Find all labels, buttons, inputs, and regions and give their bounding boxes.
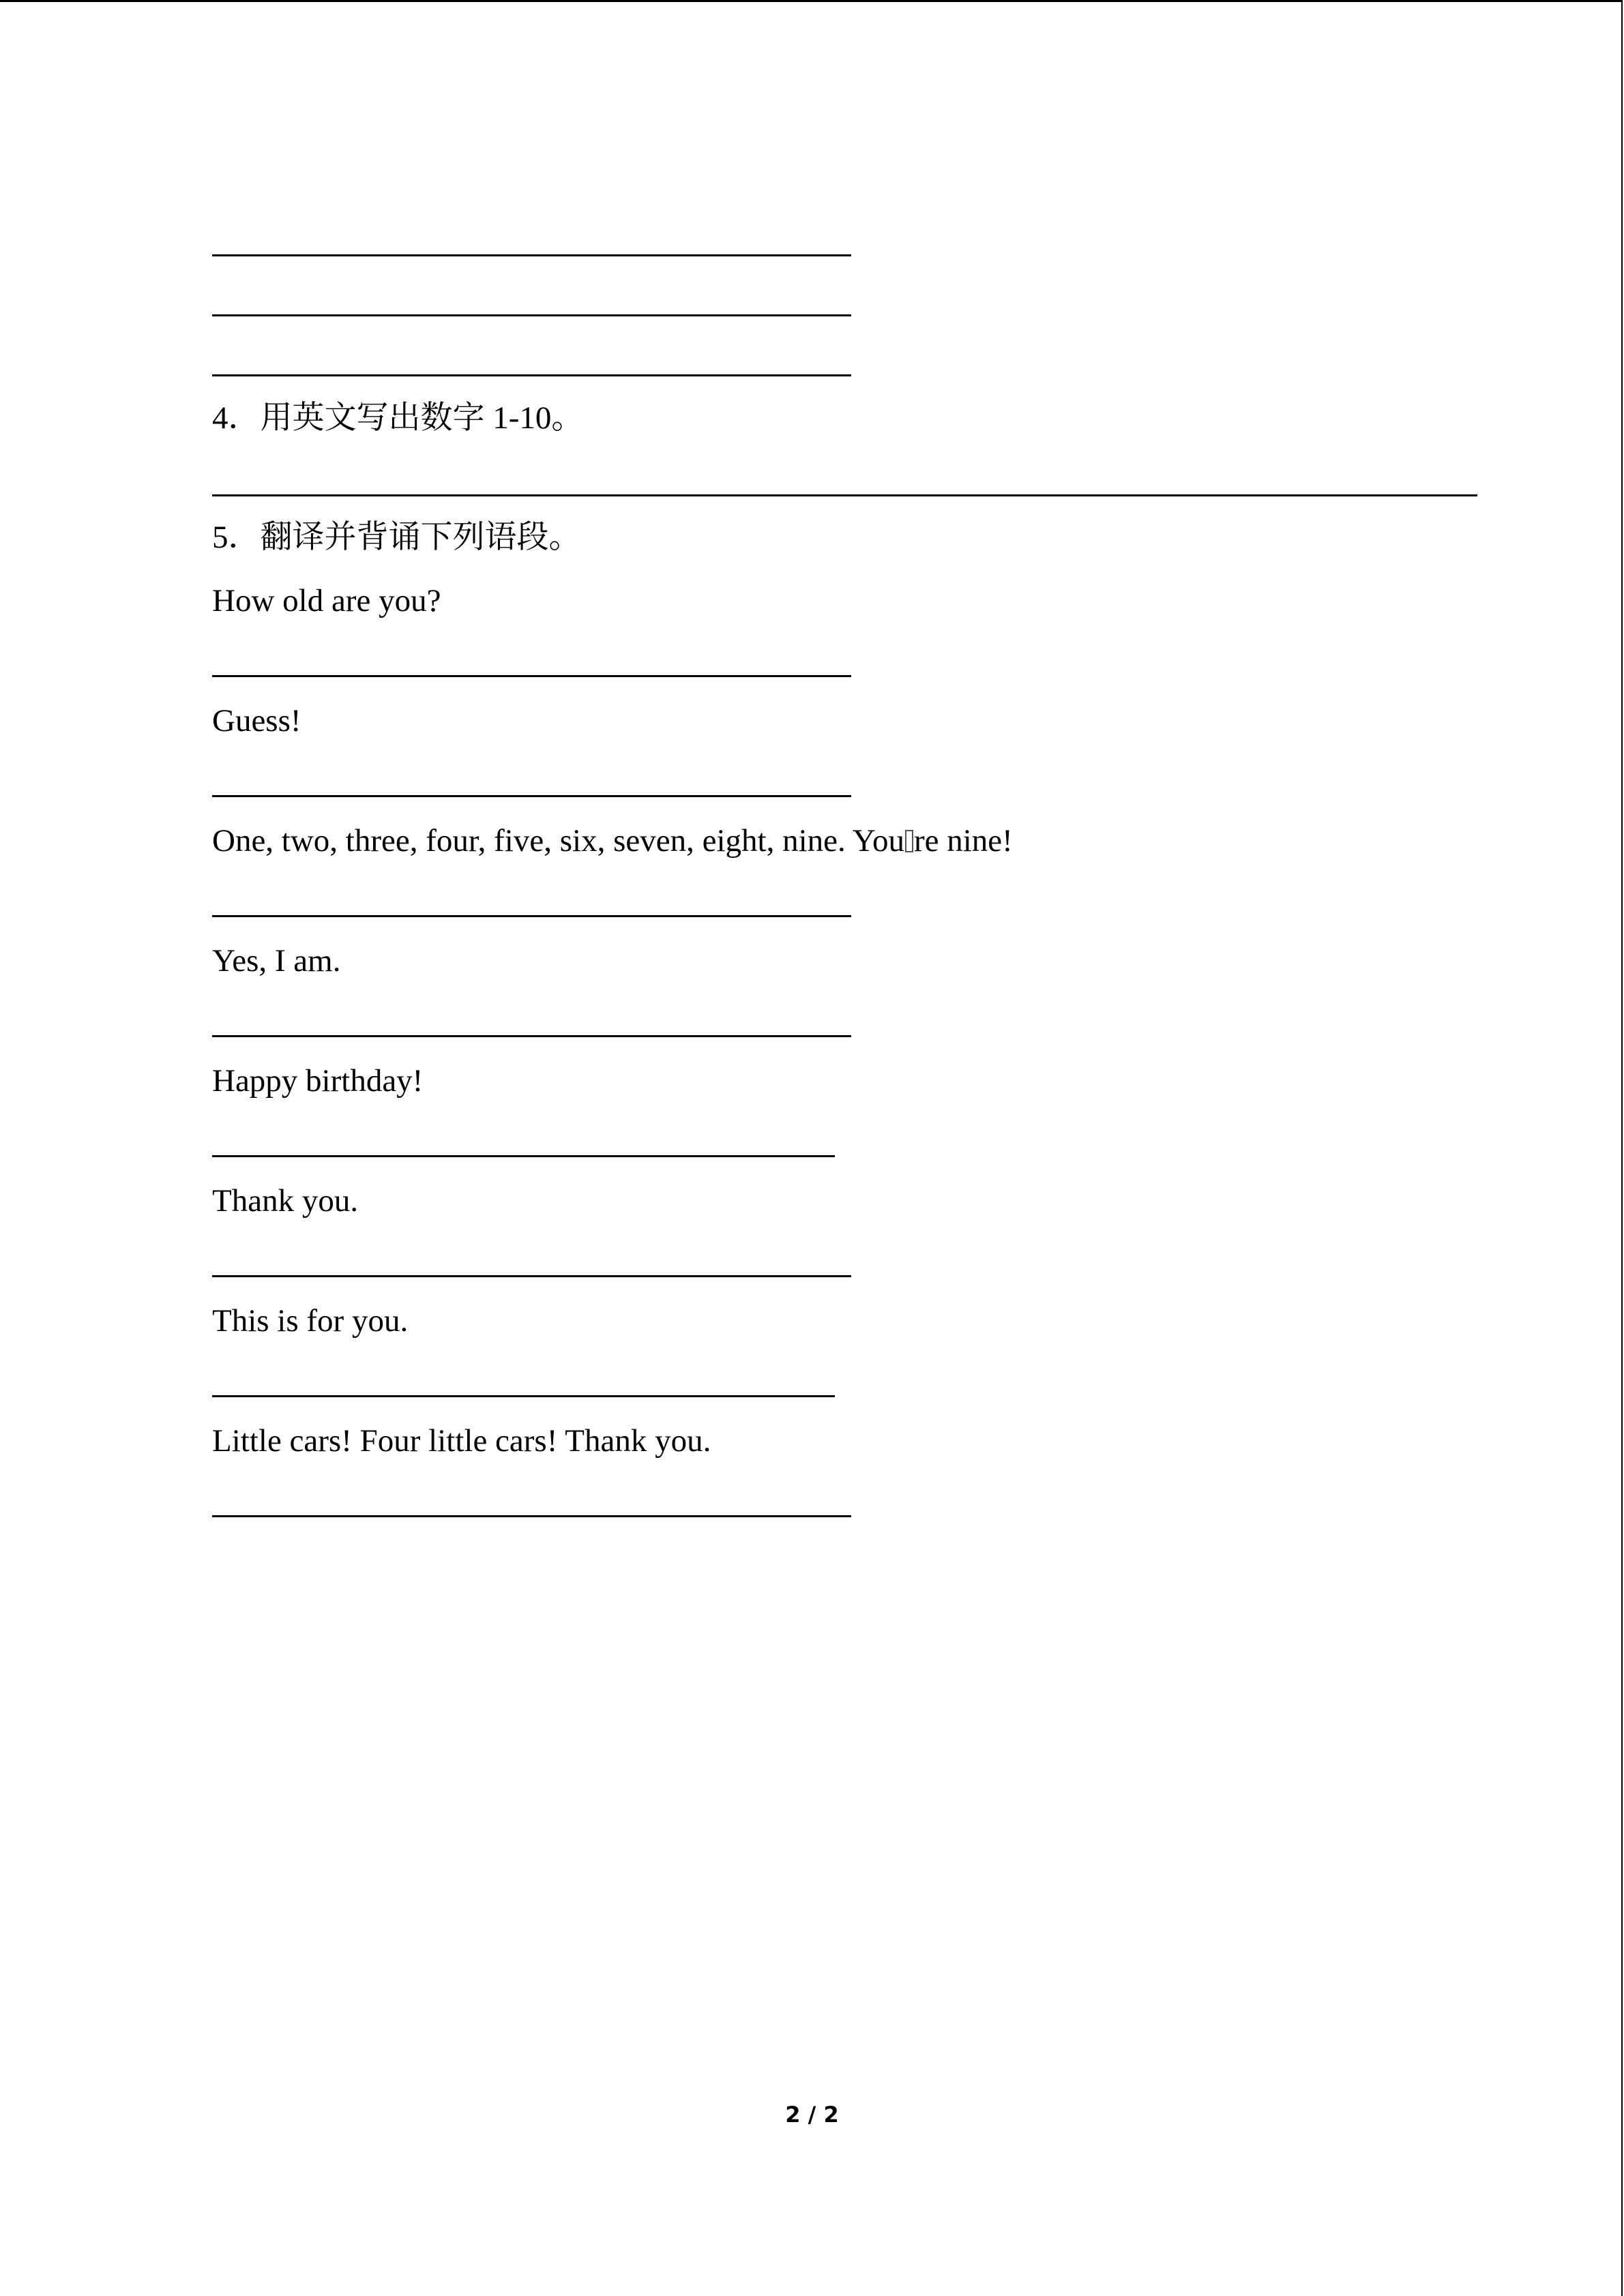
passage-line: Little cars! Four little cars! Thank you. <box>212 1423 711 1459</box>
passage-line: Yes, I am. <box>212 943 341 979</box>
answer-line <box>212 915 851 917</box>
passage-text: re nine! <box>913 823 1013 859</box>
answer-line <box>212 795 851 797</box>
answer-line <box>212 1035 851 1037</box>
question-4 <box>212 399 583 437</box>
answer-line <box>212 1395 835 1397</box>
question-number: 5． <box>212 520 261 555</box>
missing-glyph-box <box>905 830 913 852</box>
passage-line: Guess! <box>212 703 301 739</box>
question-text: 用英文写出数字 1-10。 <box>260 400 584 436</box>
page-number: 2 / 2 <box>785 2102 839 2128</box>
question-text: 翻译并背诵下列语段。 <box>260 520 581 555</box>
answer-line <box>212 1155 835 1157</box>
answer-line <box>212 374 851 376</box>
answer-line <box>212 1515 851 1517</box>
answer-line <box>212 494 1477 496</box>
answer-line <box>212 1275 851 1277</box>
passage-line <box>212 822 1013 860</box>
passage-line: How old are you? <box>212 583 441 618</box>
passage-line: Thank you. <box>212 1183 359 1219</box>
question-number: 4． <box>212 400 261 436</box>
answer-line <box>212 314 851 316</box>
answer-line <box>212 675 851 677</box>
answer-line <box>212 254 851 256</box>
passage-line: Happy birthday! <box>212 1063 424 1099</box>
passage-text: One, two, three, four, five, six, seven, eight, nine. You <box>212 823 904 859</box>
passage-line: This is for you. <box>212 1303 409 1339</box>
question-5 <box>212 518 581 556</box>
